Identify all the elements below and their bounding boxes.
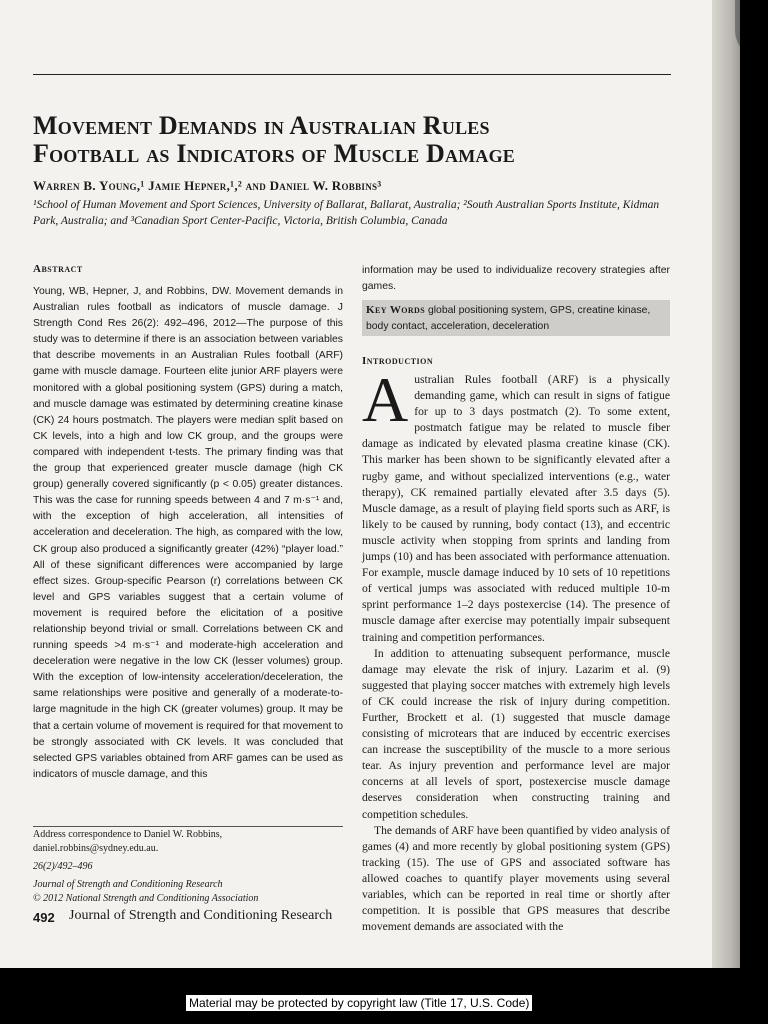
introduction-heading: Introduction: [362, 355, 434, 367]
introduction-body: [362, 364, 670, 935]
footnote-block: [33, 828, 343, 906]
keywords-text: global positioning system, GPS, creatine kinase, body contact, acceleration, deceleration: [366, 305, 651, 332]
intro-paragraph-3: The demands of ARF have been quantified by video analysis of games (4) and more recently by global positioning system (GPS) tracking (15). The use of GPS and associated software has allowed coaches to quantify player movements using several variables, which can be reported in real time or shortly after competition. It is possible that GPS measures that describe movement demands are associated with the: [362, 823, 670, 934]
header-rule: [33, 74, 671, 75]
page-number: 492: [33, 910, 55, 925]
affiliations: ¹School of Human Movement and Sport Sciences, University of Ballarat, Ballarat, Australia; ²South Australian Sports Institute, Kidman Park, Australia; and ³Canadian Sport Center-Pacific, Victoria, British Columbia, Canada: [33, 199, 660, 227]
abstract-text: Young, WB, Hepner, J, and Robbins, DW. Movement demands in Australian rules football as indicators of muscle damage. J Strength Cond Res 26(2): 492–496, 2012—The purpose of this study was to determine if there is an association between variables that describe movements in an Australian Rules football (ARF) game with muscle damage. Fourteen elite junior ARF players were monitored with a global positioning system (GPS) during a match, and muscle damage was estimated by determining creatine kinase (CK) 24 hours postmatch. The players were median split based on CK levels, into a high and low CK group, and the groups were compared with independent t-tests. The primary finding was that the group that experienced greater muscle damage (high CK group) generally covered significantly (p < 0.05) greater distances. This was the case for running speeds between 4 and 7 m·s⁻¹ and, with the exception of high acceleration, all intensities of acceleration and deceleration. The high, as compared with the low, CK group also produced a significantly greater (42%) “player load.” All of these significant differences were accompanied by large effect sizes. Group-specific Pearson (r) correlations between CK level and GPS variables suggest that a certain volume of movement is required before the elicitation of a positive relationship beyond trivial or small. Correlations between CK and running speeds >4 m·s⁻¹ and moderate-high acceleration and deceleration were negative in the low CK (lesser volumes) group. With the exception of low-intensity acceleration/deceleration, the same relationships were positive and generally of a moderate-to-large magnitude in the high CK (greater volumes) group. It may be that a certain volume of movement is required for that movement to be strongly associated with CK levels. It was concluded that selected GPS variables obtained from ARF games can be used as indicators of muscle damage, and this: [33, 286, 343, 780]
footer-journal-name: Journal of Strength and Conditioning Research: [69, 908, 333, 923]
journal-citation: Journal of Strength and Conditioning Research: [33, 879, 223, 890]
issue-citation: 26(2)/492–496: [33, 861, 93, 872]
author-list: Warren B. Young,¹ Jamie Hepner,¹,² and Daniel W. Robbins³: [33, 178, 382, 193]
article-title: [33, 112, 693, 168]
drop-cap: A: [362, 364, 409, 435]
footnote-rule: [33, 826, 343, 827]
title-line-1: Movement Demands in Australian Rules: [33, 111, 490, 140]
copyright-line: © 2012 National Strength and Conditioning Association: [33, 893, 259, 904]
abstract-heading: Abstract: [33, 263, 83, 275]
intro-paragraph-1-text: ustralian Rules football (ARF) is a physically demanding game, which can result in signs of fatigue for up to 3 days postmatch (2). To some extent, postmatch fatigue may be related to muscle fiber damage as indicated by elevated plasma creatine kinase (CK). This marker has been shown to be significantly elevated after a rugby game, and without specialized interventions (e.g., water therapy), CK remained partially elevated after 3.5 days (5). Muscle damage, as a result of playing field sports such as ARF, is likely to be caused by running, body contact (13), and eccentric muscle activity when stopping from sprints and landing from jumps (10) and has been associated with performance attenuation. For example, muscle damage induced by 10 sets of 10 repetitions of vertical jumps was associated with reduced multiple 10-m sprint performance 1–2 days postexercise (14). The presence of muscle damage after exercise may potentially impair subsequent training and competition performances.: [362, 373, 670, 644]
title-line-2: Football as Indicators of Muscle Damage: [33, 139, 516, 168]
copyright-notice: Material may be protected by copyright law (Title 17, U.S. Code): [185, 994, 533, 1012]
abstract-continuation: information may be used to individualize recovery strategies after games.: [362, 265, 670, 293]
intro-paragraph-1: [362, 364, 670, 646]
correspondence-address: Address correspondence to Daniel W. Robbins, daniel.robbins@sydney.edu.au.: [33, 829, 223, 854]
keywords-label: Key Words: [366, 304, 426, 316]
intro-paragraph-2: In addition to attenuating subsequent performance, muscle damage may elevate the risk of injury. Lazarim et al. (9) suggested that playing soccer matches with extremely high levels of CK could increase the risk of injury during competition. Further, Brockett et al. (1) suggested that muscle damage consisting of microtears that are induced by eccentric exercises can increase the susceptibility of the muscle to a more serious tear. As injury prevention and performance level are major concerns at all levels of sport, postexercise muscle damage deserves consideration when constructing training and competition schedules.: [362, 646, 670, 821]
book-spine-shadow: [712, 0, 740, 968]
keywords-box: [362, 300, 670, 336]
